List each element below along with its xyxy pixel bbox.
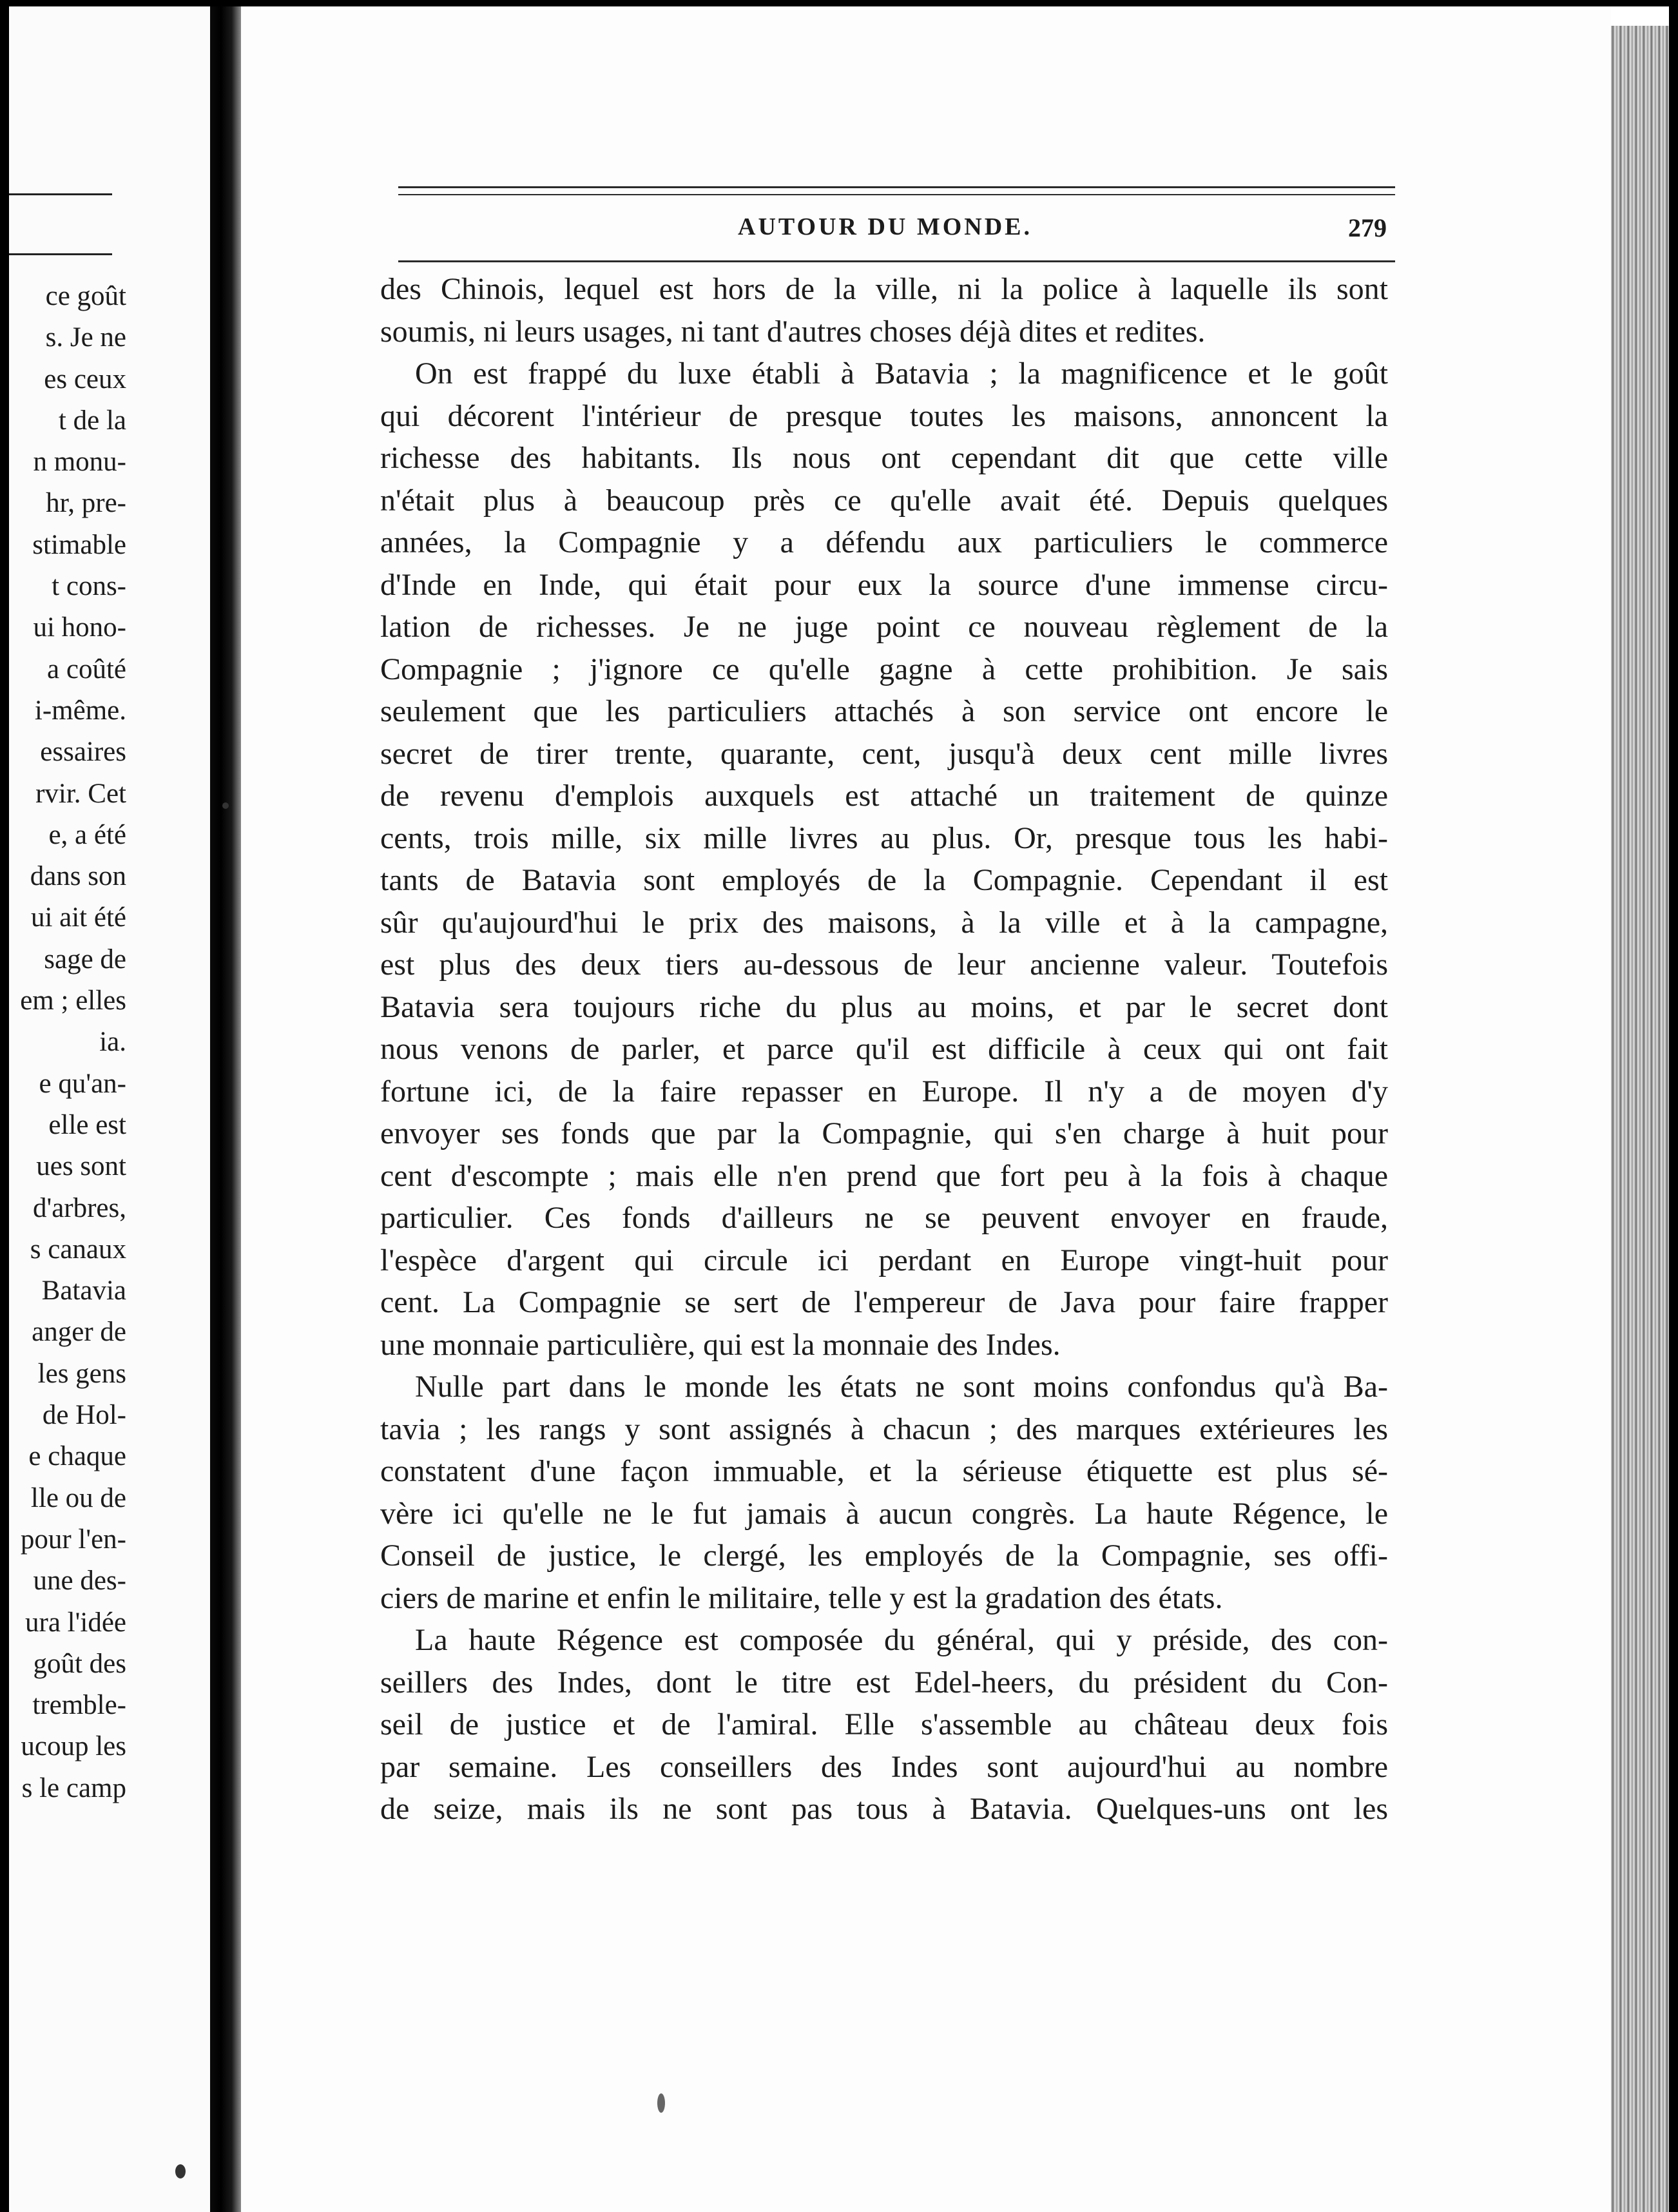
page-edges [1611, 26, 1669, 2212]
text-line: particulier. Ces fonds d'ailleurs ne se peuvent envoyer en fraude, [380, 1201, 1388, 1235]
text-line: des Chinois, lequel est hors de la ville, ni la police à laquelle ils sont [380, 272, 1388, 306]
scan-speck [222, 802, 229, 809]
text-line: cent d'escompte ; mais elle n'en prend que fort peu à la fois à chaque [380, 1158, 1388, 1193]
facing-page-line: es ceux [44, 364, 126, 394]
text-line: par semaine. Les conseillers des Indes sont aujourd'hui au nombre [380, 1749, 1388, 1784]
facing-page-line: sage de [44, 944, 126, 975]
text-line: une monnaie particulière, qui est la monnaie des Indes. [380, 1327, 1061, 1362]
text-line: ciers de marine et enfin le militaire, telle y est la gradation des états. [380, 1580, 1223, 1615]
text-line: Batavia sera toujours riche du plus au moins, et par le secret dont [380, 989, 1388, 1024]
facing-page-line: e qu'an- [39, 1068, 126, 1099]
facing-page-line: les gens [37, 1358, 126, 1389]
facing-page-line: de Hol- [42, 1400, 126, 1431]
facing-page-line: s. Je ne [45, 322, 126, 353]
text-line: cent. La Compagnie se sert de l'empereur de Java pour faire frapper [380, 1285, 1388, 1319]
text-line: est plus des deux tiers au-dessous de leur ancienne valeur. Toutefois [380, 947, 1388, 982]
header-rule-bottom [398, 260, 1395, 262]
facing-page-line: s canaux [30, 1234, 126, 1265]
text-line: seulement que les particuliers attachés à son service ont encore le [380, 694, 1388, 728]
facing-page-line: i-même. [34, 695, 126, 726]
facing-page-line: ucoup les [21, 1731, 126, 1762]
text-line: qui décorent l'intérieur de presque toutes les maisons, annoncent la [380, 398, 1388, 433]
text-line: de revenu d'emplois auxquels est attaché un traitement de quinze [380, 779, 1388, 813]
text-line: nous venons de parler, et parce qu'il est difficile à ceux qui ont fait [380, 1032, 1388, 1066]
scan-border [0, 0, 1678, 6]
facing-page-line: a coûté [47, 654, 126, 684]
text-line: seil de justice et de l'amiral. Elle s'assemble au château deux fois [380, 1707, 1388, 1741]
text-line: envoyer ses fonds que par la Compagnie, qui s'en charge à huit pour [380, 1116, 1388, 1150]
facing-page-line: ui hono- [33, 612, 126, 643]
text-line: tants de Batavia sont employés de la Compagnie. Cependant il est [380, 863, 1388, 897]
text-line: La haute Régence est composée du général, qui y préside, des con- [415, 1623, 1388, 1657]
facing-page-line: pour l'en- [20, 1524, 126, 1555]
facing-page-line: n monu- [33, 447, 126, 478]
facing-page-line: Batavia [41, 1276, 126, 1306]
facing-page-line: lle ou de [30, 1482, 126, 1513]
scan-border [1669, 0, 1678, 2212]
book-gutter [210, 0, 241, 2212]
facing-page-line: d'arbres, [32, 1192, 126, 1223]
facing-page-text [20, 276, 126, 1809]
text-line: soumis, ni leurs usages, ni tant d'autres choses déjà dites et redites. [380, 314, 1206, 349]
scan-border [0, 0, 9, 2212]
facing-page-line: ce goût [45, 281, 126, 311]
facing-page-rule [9, 193, 112, 195]
header-rule-top-thin [398, 194, 1395, 195]
facing-page-line: stimable [32, 529, 126, 560]
text-line: secret de tirer trente, quarante, cent, jusqu'à deux cent mille livres [380, 736, 1388, 771]
text-line: n'était plus à beaucoup près ce qu'elle avait été. Depuis quelques [380, 483, 1388, 518]
scan-speck [657, 2093, 665, 2113]
text-line: tavia ; les rangs y sont assignés à chacun ; des marques extérieures les [380, 1412, 1388, 1446]
facing-page-line: em ; elles [20, 985, 126, 1016]
facing-page-line: anger de [32, 1317, 126, 1348]
text-line: l'espèce d'argent qui circule ici perdant en Europe vingt-huit pour [380, 1243, 1388, 1277]
facing-page-line: ia. [99, 1027, 126, 1058]
text-line: Compagnie ; j'ignore ce qu'elle gagne à cette prohibition. Je sais [380, 652, 1388, 686]
text-line: Nulle part dans le monde les états ne sont moins confondus qu'à Ba- [415, 1370, 1388, 1404]
text-line: cents, trois mille, six mille livres au plus. Or, presque tous les habi- [380, 820, 1388, 855]
facing-page-line: rvir. Cet [35, 778, 126, 809]
facing-page-line: tremble- [32, 1690, 126, 1721]
facing-page-line: t de la [58, 405, 126, 436]
facing-page-rule [9, 253, 112, 255]
text-line: seillers des Indes, dont le titre est Edel-heers, du président du Con- [380, 1665, 1388, 1700]
text-line: lation de richesses. Je ne juge point ce nouveau règlement de la [380, 610, 1388, 644]
facing-page-line: e chaque [28, 1441, 126, 1472]
text-line: sûr qu'aujourd'hui le prix des maisons, à la ville et à la campagne, [380, 905, 1388, 940]
text-line: Conseil de justice, le clergé, les employés de la Compagnie, ses offi- [380, 1538, 1388, 1573]
text-line: constatent d'une façon immuable, et la sérieuse étiquette est plus sé- [380, 1454, 1388, 1488]
facing-page-line: dans son [30, 861, 126, 892]
facing-page-line: elle est [48, 1109, 126, 1140]
text-line: fortune ici, de la faire repasser en Europe. Il n'y a de moyen d'y [380, 1074, 1388, 1109]
facing-page-line: ura l'idée [25, 1607, 126, 1638]
text-line: vère ici qu'elle ne le fut jamais à aucun congrès. La haute Régence, le [380, 1496, 1388, 1531]
facing-page-line: ui ait été [30, 902, 126, 933]
text-line: années, la Compagnie y a défendu aux particuliers le commerce [380, 525, 1388, 559]
facing-page-line: e, a été [48, 819, 126, 850]
facing-page-line: t cons- [52, 571, 126, 602]
facing-page-line: hr, pre- [46, 488, 126, 519]
scan-speck [175, 2164, 186, 2178]
text-line: de seize, mais ils ne sont pas tous à Batavia. Quelques-uns ont les [380, 1792, 1388, 1826]
page-number: 279 [1348, 213, 1387, 242]
facing-page-line: goût des [33, 1648, 126, 1679]
running-head: AUTOUR DU MONDE. [738, 213, 1033, 240]
facing-page-line: une des- [33, 1566, 126, 1596]
header-rule-top [398, 186, 1395, 188]
facing-page-line: essaires [40, 737, 126, 768]
text-line: On est frappé du luxe établi à Batavia ; la magnificence et le goût [415, 356, 1388, 391]
text-line: d'Inde en Inde, qui était pour eux la source d'une immense circu- [380, 567, 1388, 602]
facing-page [9, 0, 210, 2212]
facing-page-line: ues sont [36, 1151, 126, 1182]
facing-page-line: s le camp [21, 1772, 126, 1803]
body-text [380, 268, 1388, 1830]
text-line: richesse des habitants. Ils nous ont cependant dit que cette ville [380, 441, 1388, 475]
